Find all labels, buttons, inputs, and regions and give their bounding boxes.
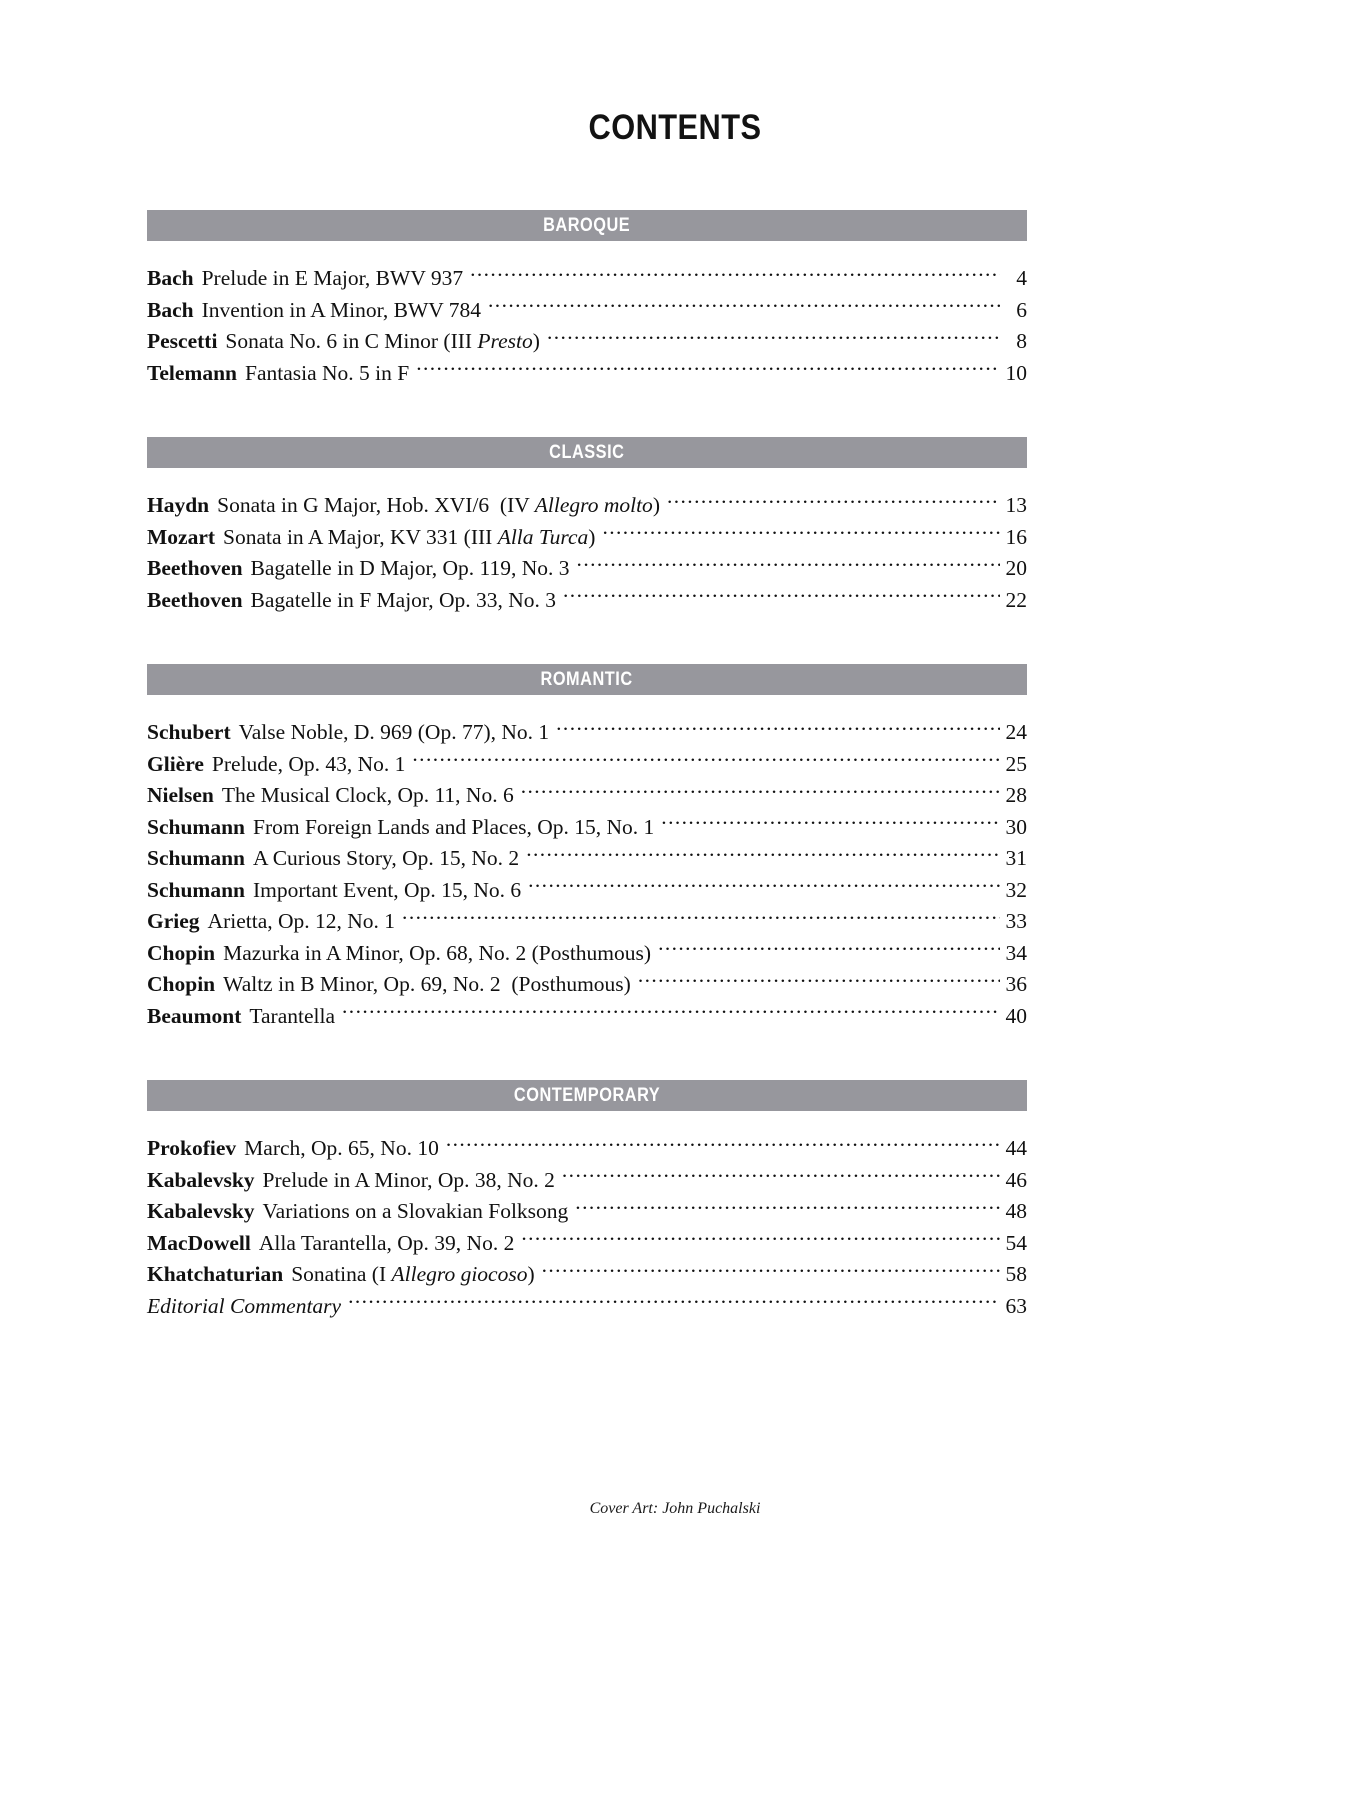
entry-composer: Telemann	[147, 360, 237, 385]
entry-title: Variations on a Slovakian Folksong	[262, 1199, 569, 1223]
entry-composer: Mozart	[147, 524, 216, 549]
entry-page-number: 22	[1005, 587, 1027, 612]
entry-title: Important Event, Op. 15, No. 6	[253, 877, 522, 902]
dot-leader	[348, 1291, 1000, 1313]
entry-composer: Prokofiev	[147, 1136, 237, 1160]
toc-entry[interactable]	[147, 1133, 1027, 1165]
entry-title: Waltz in B Minor, Op. 69, No. 2 (Posthumous)	[223, 972, 631, 996]
entry-page-number: 30	[1005, 814, 1027, 839]
toc-entry[interactable]	[147, 1001, 1027, 1033]
dot-leader	[446, 1134, 1000, 1156]
entry-composer: Haydn	[147, 493, 210, 517]
entry-composer: Khatchaturian	[147, 1262, 284, 1286]
entry-title: From Foreign Lands and Places, Op. 15, No. 1	[253, 814, 655, 839]
section-classic	[147, 437, 1027, 616]
dot-leader	[575, 1197, 1000, 1219]
entry-title: Sonatina (I Allegro giocoso)	[291, 1262, 535, 1286]
toc-entry[interactable]	[147, 875, 1027, 907]
entry-composer: Kabalevsky	[147, 1199, 255, 1223]
entry-title: Sonata No. 6 in C Minor (III Presto)	[225, 329, 540, 353]
entry-page-number: 40	[1005, 1003, 1027, 1028]
dot-leader	[556, 718, 1000, 740]
entry-composer: Schumann	[147, 846, 245, 870]
entry-page-number: 31	[1005, 846, 1027, 870]
entry-composer: Grieg	[147, 909, 200, 933]
entry-title: Bagatelle in D Major, Op. 119, No. 3	[250, 556, 570, 580]
entry-composer: Beethoven	[147, 587, 243, 612]
toc-entry[interactable]	[147, 490, 1027, 522]
section-header-romantic	[147, 664, 1027, 695]
dot-leader	[526, 844, 1000, 866]
section-baroque	[147, 210, 1027, 389]
entry-title: Arietta, Op. 12, No. 1	[207, 909, 396, 933]
page-title: CONTENTS	[588, 108, 762, 147]
entry-page-number: 54	[1005, 1230, 1027, 1255]
section-header-classic	[147, 437, 1027, 468]
entry-title: Alla Tarantella, Op. 39, No. 2	[258, 1230, 515, 1255]
entry-title: Tarantella	[249, 1003, 336, 1028]
entry-page-number: 46	[1005, 1167, 1027, 1192]
entry-composer: Schumann	[147, 814, 245, 839]
entry-composer: Beaumont	[147, 1003, 242, 1028]
entry-page-number: 13	[1005, 493, 1027, 517]
toc-entry[interactable]	[147, 585, 1027, 617]
section-header-baroque	[147, 210, 1027, 241]
dot-leader	[542, 1260, 1000, 1282]
entry-list	[147, 468, 1027, 616]
entry-composer: Kabalevsky	[147, 1167, 255, 1192]
toc-entry[interactable]	[147, 1165, 1027, 1197]
entry-page-number: 63	[1005, 1293, 1027, 1318]
section-spacer	[147, 389, 1027, 437]
dot-leader	[402, 907, 1000, 929]
dot-leader	[521, 781, 1000, 803]
entry-page-number: 28	[1005, 783, 1027, 807]
toc-entry[interactable]	[147, 780, 1027, 812]
entry-title: Sonata in A Major, KV 331 (III Alla Turca)	[223, 524, 596, 549]
entry-title: Valse Noble, D. 969 (Op. 77), No. 1	[238, 720, 550, 744]
entry-composer: Glière	[147, 751, 204, 776]
entry-composer: Chopin	[147, 940, 216, 965]
toc-entry[interactable]	[147, 843, 1027, 875]
entry-composer: Schubert	[147, 720, 231, 744]
entry-composer: Nielsen	[147, 783, 214, 807]
entry-page-number: 44	[1005, 1136, 1027, 1160]
dot-leader	[416, 358, 1000, 380]
toc-entry[interactable]	[147, 969, 1027, 1001]
entry-list	[147, 1111, 1027, 1322]
toc-entry[interactable]	[147, 717, 1027, 749]
toc-entry[interactable]	[147, 263, 1027, 295]
section-header-contemporary	[147, 1080, 1027, 1111]
section-header-label: BAROQUE	[543, 215, 631, 236]
entry-page-number: 8	[1016, 329, 1027, 353]
section-contemporary	[147, 1080, 1027, 1322]
dot-leader	[342, 1001, 1000, 1023]
entry-page-number: 32	[1005, 877, 1027, 902]
entry-page-number: 20	[1005, 556, 1027, 580]
section-spacer	[147, 148, 1027, 210]
dot-leader	[667, 491, 1000, 513]
section-romantic	[147, 664, 1027, 1032]
entry-title: Fantasia No. 5 in F	[245, 360, 410, 385]
dot-leader	[488, 295, 1000, 317]
entry-page-number: 10	[1005, 360, 1027, 385]
entry-page-number: 33	[1005, 909, 1027, 933]
entry-list	[147, 695, 1027, 1032]
entry-title: Bagatelle in F Major, Op. 33, No. 3	[250, 587, 557, 612]
section-spacer	[147, 616, 1027, 664]
entry-composer: Schumann	[147, 877, 245, 902]
toc-entry[interactable]	[147, 938, 1027, 970]
dot-leader	[563, 585, 1000, 607]
toc-entry[interactable]	[147, 295, 1027, 327]
entry-title: The Musical Clock, Op. 11, No. 6	[221, 783, 514, 807]
dot-leader	[412, 749, 1000, 771]
entry-page-number: 16	[1005, 524, 1027, 549]
entry-page-number: 36	[1005, 972, 1027, 996]
entry-composer: Pescetti	[147, 329, 218, 353]
dot-leader	[562, 1165, 1000, 1187]
entry-page-number: 25	[1005, 751, 1027, 776]
toc-entry[interactable]	[147, 1259, 1027, 1291]
entry-title: Mazurka in A Minor, Op. 68, No. 2 (Posthumous)	[223, 940, 652, 965]
entry-page-number: 6	[1016, 297, 1027, 322]
entry-title: Prelude in E Major, BWV 937	[201, 266, 464, 290]
entry-title: Editorial Commentary	[147, 1293, 342, 1318]
toc-entry[interactable]	[147, 749, 1027, 781]
toc-entry[interactable]	[147, 553, 1027, 585]
dot-leader	[661, 812, 1000, 834]
section-header-label: CLASSIC	[549, 442, 625, 463]
toc-entry[interactable]	[147, 906, 1027, 938]
toc-entry[interactable]	[147, 326, 1027, 358]
entry-list	[147, 241, 1027, 389]
entry-title: Prelude in A Minor, Op. 38, No. 2	[262, 1167, 555, 1192]
dot-leader	[547, 327, 1000, 349]
section-spacer	[147, 1032, 1027, 1080]
dot-leader	[521, 1228, 1000, 1250]
toc-entry[interactable]	[147, 1196, 1027, 1228]
entry-title: March, Op. 65, No. 10	[244, 1136, 439, 1160]
dot-leader	[528, 875, 1000, 897]
entry-page-number: 58	[1005, 1262, 1027, 1286]
entry-page-number: 48	[1005, 1199, 1027, 1223]
dot-leader	[577, 554, 1000, 576]
toc-entry[interactable]	[147, 522, 1027, 554]
toc-entry[interactable]	[147, 1291, 1027, 1323]
toc-entry[interactable]	[147, 812, 1027, 844]
entry-title: A Curious Story, Op. 15, No. 2	[253, 846, 520, 870]
entry-title: Sonata in G Major, Hob. XVI/6 (IV Allegro molto)	[217, 493, 660, 517]
section-header-label: ROMANTIC	[540, 669, 634, 690]
entry-title: Prelude, Op. 43, No. 1	[211, 751, 406, 776]
cover-art-credit: Cover Art: John Puchalski	[589, 1500, 761, 1517]
entry-page-number: 24	[1005, 720, 1027, 744]
section-header-label: CONTEMPORARY	[513, 1085, 661, 1106]
entry-page-number: 34	[1005, 940, 1027, 965]
entry-composer: Bach	[147, 266, 194, 290]
entry-title: Invention in A Minor, BWV 784	[201, 297, 482, 322]
dot-leader	[658, 938, 1000, 960]
entry-composer: MacDowell	[147, 1230, 251, 1255]
contents-body	[147, 148, 1027, 1322]
toc-entry[interactable]	[147, 358, 1027, 390]
dot-leader	[470, 264, 1000, 286]
dot-leader	[638, 970, 1000, 992]
entry-composer: Beethoven	[147, 556, 243, 580]
toc-entry[interactable]	[147, 1228, 1027, 1260]
entry-composer: Bach	[147, 297, 194, 322]
dot-leader	[602, 522, 1000, 544]
entry-page-number: 4	[1016, 266, 1027, 290]
entry-composer: Chopin	[147, 972, 216, 996]
